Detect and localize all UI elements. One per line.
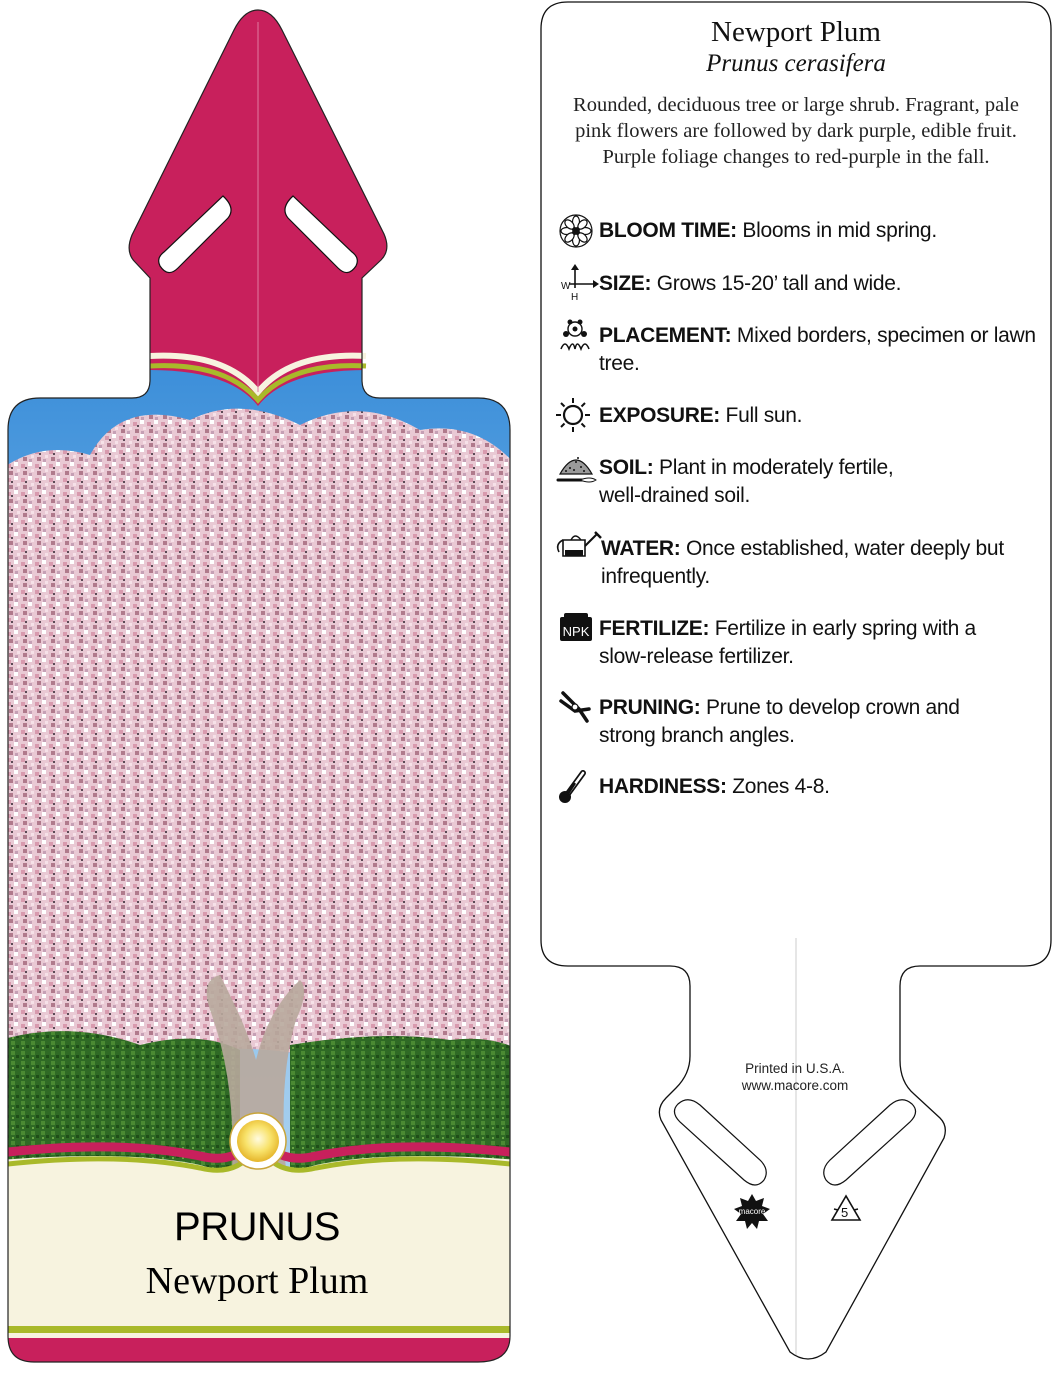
care-text: Full sun. <box>725 404 803 427</box>
care-label: SOIL: <box>599 456 654 479</box>
back-title: Newport Plum <box>711 16 881 48</box>
care-label: EXPOSURE: <box>599 404 720 427</box>
full-sun-icon <box>230 1113 286 1169</box>
back-tag <box>541 2 1051 1359</box>
care-text: Zones 4-8. <box>732 775 830 798</box>
care-label: PLACEMENT: <box>599 324 732 347</box>
front-common-name: Newport Plum <box>145 1260 369 1302</box>
printed-info <box>700 1060 890 1094</box>
fertilizer-bag-icon <box>560 613 592 641</box>
care-text: Fertilize in early spring with a slow-release fertilizer. <box>599 617 976 668</box>
back-latin-name: Prunus cerasifera <box>706 50 886 77</box>
care-label: WATER: <box>601 537 681 560</box>
svg-text:H: H <box>571 292 579 303</box>
care-label: BLOOM TIME: <box>599 219 737 242</box>
care-text: Plant in moderately fertile, well-drained soil. <box>599 456 894 507</box>
care-label: PRUNING: <box>599 696 701 719</box>
svg-text:NPK: NPK <box>562 624 590 639</box>
printed-country: Printed in U.S.A. <box>745 1061 845 1076</box>
back-description: Rounded, deciduous tree or large shrub. Fragrant, pale pink flowers are followed by dark purple, edible fruit. Purple foliage changes to red-purple in the fall. <box>573 94 1019 168</box>
care-text: Prune to develop crown and strong branch angles. <box>599 696 960 747</box>
care-label: FERTILIZE: <box>599 617 710 640</box>
care-text: Blooms in mid spring. <box>742 219 937 242</box>
care-label: HARDINESS: <box>599 775 727 798</box>
flower-icon <box>560 215 592 247</box>
care-text: Grows 15-20’ tall and wide. <box>656 272 902 295</box>
svg-text:macore: macore <box>738 1207 766 1216</box>
care-label: SIZE: <box>599 272 652 295</box>
care-text: Once established, water deeply but infrequently. <box>601 537 1004 588</box>
care-text: Mixed borders, specimen or lawn tree. <box>599 324 1036 375</box>
recycle-number: 5 <box>841 1205 849 1220</box>
printed-website: www.macore.com <box>741 1078 849 1093</box>
svg-text:W: W <box>561 281 571 292</box>
front-tag <box>0 0 520 1369</box>
front-genus-name: PRUNUS <box>174 1205 340 1249</box>
